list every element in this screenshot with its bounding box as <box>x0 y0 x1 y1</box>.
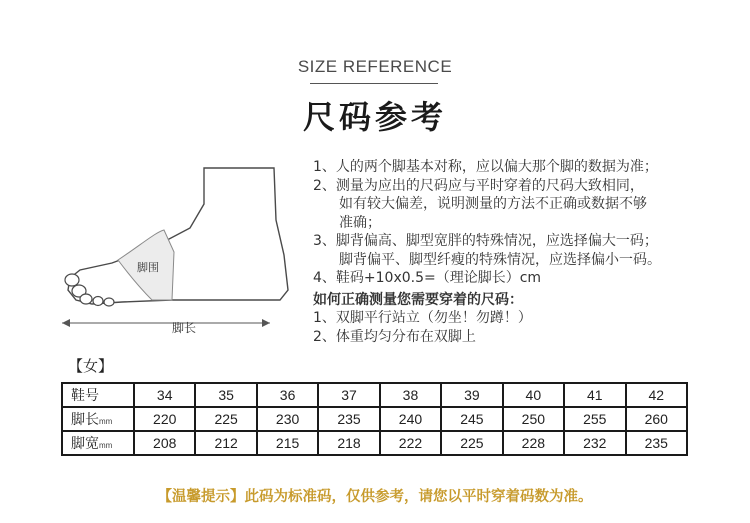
table-cell: 220 <box>134 407 195 431</box>
page-title: 尺码参考 <box>302 98 447 136</box>
table-cell: 240 <box>380 407 441 431</box>
table-cell: 38 <box>380 383 441 407</box>
table-cell: 39 <box>441 383 502 407</box>
table-cell: 222 <box>380 431 441 455</box>
table-cell: 215 <box>257 431 318 455</box>
table-cell: 37 <box>318 383 379 407</box>
size-table <box>61 382 688 456</box>
row-header: 鞋号 <box>62 383 134 407</box>
row-header: 脚长mm <box>62 407 134 431</box>
how-to-title: 如何正确测量您需要穿着的尺码： <box>313 291 523 308</box>
length-arrow-left <box>62 319 70 327</box>
table-cell: 225 <box>195 407 256 431</box>
warm-tip: 【温馨提示】此码为标准码，仅供参考，请您以平时穿着码数为准。 <box>157 489 593 505</box>
table-cell: 35 <box>195 383 256 407</box>
how-to-line: 1、双脚平行站立（勿坐！勿蹲！） <box>313 310 532 326</box>
table-cell: 41 <box>564 383 625 407</box>
note-line: 2、测量为应出的尺码应与平时穿着的尺码大致相同， <box>313 177 644 194</box>
table-cell: 230 <box>257 407 318 431</box>
length-arrow-right <box>262 319 270 327</box>
note-line: 1、人的两个脚基本对称，应以偏大那个脚的数据为准； <box>313 159 658 175</box>
foot-outline <box>68 168 288 304</box>
table-cell: 255 <box>564 407 625 431</box>
table-row <box>62 407 687 431</box>
length-label: 脚长 <box>172 321 197 335</box>
table-cell: 225 <box>441 431 502 455</box>
table-row <box>62 431 687 455</box>
subtitle-underline <box>310 83 438 84</box>
table-cell: 260 <box>626 407 688 431</box>
gender-tag: 【女】 <box>68 357 114 375</box>
table-cell: 36 <box>257 383 318 407</box>
note-line: 脚背偏平、脚型纤瘦的特殊情况，应选择偏小一码。 <box>339 251 661 268</box>
table-cell: 228 <box>503 431 564 455</box>
girth-label: 脚围 <box>137 261 159 274</box>
note-line: 如有较大偏差，说明测量的方法不正确或数据不够 <box>339 196 647 212</box>
row-header: 脚宽mm <box>62 431 134 455</box>
how-to-line: 2、体重均匀分布在双脚上 <box>313 328 476 345</box>
table-cell: 235 <box>626 431 688 455</box>
section-subtitle: SIZE REFERENCE <box>297 57 453 76</box>
table-cell: 232 <box>564 431 625 455</box>
table-cell: 42 <box>626 383 688 407</box>
table-cell: 218 <box>318 431 379 455</box>
table-row <box>62 383 687 407</box>
table-cell: 208 <box>134 431 195 455</box>
foot-diagram <box>52 160 312 340</box>
note-line: 准确； <box>339 214 381 231</box>
table-cell: 212 <box>195 431 256 455</box>
note-line: 3、脚背偏高、脚型宽胖的特殊情况，应选择偏大一码； <box>313 233 658 249</box>
note-line: 4、鞋码+10x0.5=（理论脚长）cm <box>313 270 542 286</box>
table-cell: 245 <box>441 407 502 431</box>
table-cell: 235 <box>318 407 379 431</box>
table-cell: 40 <box>503 383 564 407</box>
table-cell: 34 <box>134 383 195 407</box>
measure-notes <box>313 158 743 346</box>
table-cell: 250 <box>503 407 564 431</box>
